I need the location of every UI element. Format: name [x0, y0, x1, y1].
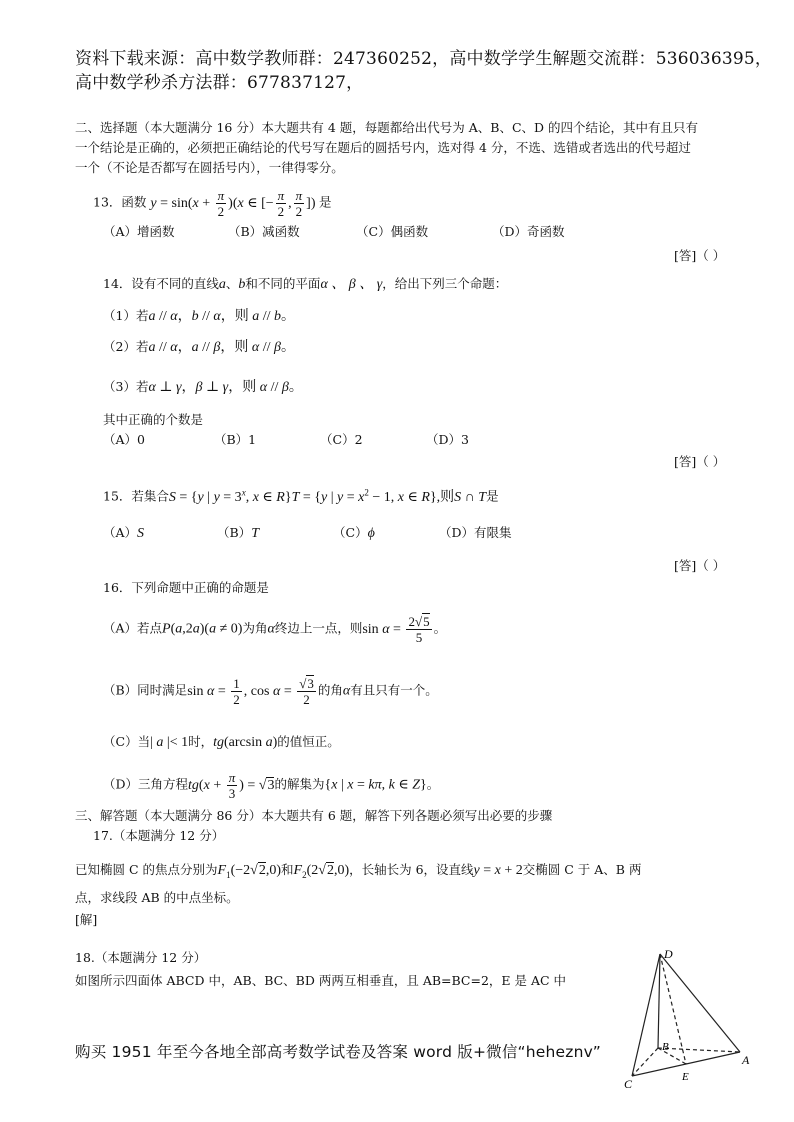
plane-symbols: α 、 β 、 γ [320, 277, 383, 292]
question-15-stem [103, 482, 499, 508]
question-14-option-d[interactable]: （D）3 [426, 432, 469, 447]
line-a-symbol: a [218, 277, 226, 292]
question-17-header: 17.（本题满分 12 分） [93, 828, 225, 843]
edge-ba [658, 1048, 740, 1052]
question-15-options [103, 523, 512, 544]
banner-line-1: 资料下载来源：高中数学教师群：247360252，高中数学学生解题交流群：536036395， [75, 49, 773, 69]
question-13-stem [93, 188, 332, 219]
option-b-label: （B） [217, 525, 252, 540]
edge-bc [632, 1048, 658, 1076]
figure-label-b: B [662, 1041, 669, 1053]
question-15-answer-box[interactable]: [答]（ ） [674, 558, 726, 573]
question-15-number: 15．若集合 [103, 488, 169, 504]
option-b-formula: sin α = $\frac{1}{2}$ , cos α = $\frac{√3}{2}$ [187, 676, 314, 707]
option-d-end: 。 [426, 776, 440, 792]
line-equation: y = x + 2 [473, 863, 523, 878]
q17-text-d: 交椭圆 C 于 A、B 两 [522, 862, 642, 877]
question-14-options [103, 430, 469, 450]
item-1-prefix: （1）若 [103, 308, 149, 323]
question-18-header: 18.（本题满分 12 分） [75, 950, 207, 965]
section-2-intro [75, 118, 765, 178]
question-17-line-2: 点，求线段 AB 的中点坐标。 [75, 890, 239, 905]
option-a-mid: 为角 [242, 620, 268, 636]
question-15-option-c[interactable] [333, 523, 439, 544]
option-a-point: P(a,2a)(a ≠ 0) [162, 621, 243, 637]
question-15-option-b[interactable] [217, 523, 333, 544]
question-16-option-d[interactable] [103, 770, 439, 801]
figure-label-d: D [664, 947, 673, 961]
question-13-tail: 是 [318, 194, 332, 210]
tetrahedron-figure [618, 940, 758, 1090]
question-13-number: 13．函数 [93, 194, 147, 210]
question-13-option-b[interactable]: （B）减函数 [228, 224, 300, 239]
question-16-option-b[interactable] [103, 676, 438, 707]
question-17-solution-tag: [解] [75, 912, 98, 927]
option-a-label: （A） [103, 525, 138, 540]
option-d-equation: tg(x + $\frac{\pi}{3}$ ) = √3 [188, 770, 275, 801]
question-14-option-b[interactable]: （B）1 [214, 432, 257, 447]
option-a-symbol: S [137, 526, 145, 541]
q17-text-b: 和 [281, 862, 294, 877]
option-b-tail: 的角 [317, 682, 343, 698]
option-a-prefix: （A）若点 [103, 620, 163, 636]
question-14-answer-box[interactable]: [答]（ ） [674, 454, 726, 469]
item-3-prefix: （3）若 [103, 379, 149, 394]
angle-symbol: α [342, 683, 351, 699]
option-a-mid2: 终边上一点，则 [274, 620, 363, 636]
source-banner [75, 47, 772, 95]
figure-label-e: E [682, 1071, 689, 1083]
footer-banner: 购买 1951 年至今各地全部高考数学试卷及答案 word 版+微信“heheznv” [75, 1043, 601, 1061]
line-b-symbol: b [238, 277, 246, 292]
option-b-tail2: 有且只有一个。 [350, 682, 438, 698]
question-14-count-question: 其中正确的个数是 [103, 412, 204, 427]
section-2-intro-line: 二、选择题（本大题满分 16 分）本大题共有 4 题，每题都给出代号为 A、B、C、D 的四个结论，其中有且只有 [75, 120, 699, 135]
question-14-item-3 [103, 377, 303, 398]
item-2-prefix: （2）若 [103, 339, 149, 354]
question-15-option-a[interactable] [103, 523, 217, 544]
question-16-option-c[interactable] [103, 732, 340, 753]
option-a-end: 。 [433, 620, 447, 636]
question-13-option-d[interactable]: （D）奇函数 [492, 224, 565, 239]
question-14-stem-text: 14．设有不同的直线 [103, 276, 219, 291]
option-d-mid: 的解集为 [274, 776, 325, 792]
option-c-mid: 时， [188, 734, 214, 749]
focus-f2: $F_2(2√2,0)$ [293, 863, 350, 880]
question-17-line-1 [75, 860, 641, 885]
question-13-option-a[interactable]: （A）增函数 [103, 224, 175, 239]
figure-label-c: C [624, 1077, 633, 1090]
question-14-option-a[interactable]: （A）0 [103, 432, 145, 447]
section-2-intro-line: 一个（不论是否都写在圆括号内），一律得零分。 [75, 160, 344, 175]
question-15-formula: S = {y | $y = 3^x$, x ∈ R}T = {y | $y = x^2 - 1$, x ∈ R},则S ∩ T [168, 487, 487, 505]
edge-dc [632, 954, 660, 1076]
option-b-symbol: T [251, 526, 259, 541]
question-15-option-d[interactable]: （D）有限集 [439, 525, 512, 540]
option-c-expression: tg(arcsin a) [213, 735, 278, 750]
option-c-tail: 的值恒正。 [277, 734, 340, 749]
angle-symbol: α [267, 621, 275, 637]
option-a-formula: sin α = $\frac{2√5}{5}$ [362, 614, 430, 645]
banner-line-2: 高中数学秒杀方法群：677837127， [75, 73, 364, 93]
question-13-formula: y = sin(x + $\frac{\pi}{2}$ )(x ∈ [− $\frac{\pi}{2}$ , $\frac{\pi}{2}$ ]) [150, 188, 319, 219]
option-c-symbol: ϕ [367, 526, 375, 541]
question-14-sep: 、 [225, 276, 239, 291]
question-14-stem-tail: ，给出下列三个命题： [382, 276, 508, 291]
question-14-stem-mid: 和不同的平面 [245, 276, 321, 291]
item-3-formula: α ⊥ γ，β ⊥ γ，则 α // β。 [148, 380, 303, 395]
section-2-intro-line: 一个结论是正确的，必须把正确结论的代号写在题后的圆括号内，选对得 4 分，不选、选错或者选出的代号超过 [75, 140, 691, 155]
question-14-item-1 [103, 306, 295, 327]
question-14-stem [103, 274, 507, 295]
option-c-condition: | a |< 1 [150, 735, 189, 750]
question-16-option-a[interactable] [103, 614, 446, 645]
question-13-options [103, 222, 565, 242]
q17-text-a: 已知椭圆 C 的焦点分别为 [75, 862, 218, 877]
option-c-label: （C） [333, 525, 368, 540]
item-2-formula: a // α，a // β，则 α // β。 [148, 340, 295, 355]
question-13-answer-box[interactable]: [答]（ ） [674, 248, 726, 263]
q17-text-c: ，长轴长为 6，设直线 [349, 862, 474, 877]
item-1-formula: a // α，b // α，则 a // b。 [148, 309, 296, 324]
option-d-set: {x | x = kπ, k ∈ Z} [324, 777, 427, 793]
question-14-option-c[interactable]: （C）2 [320, 432, 363, 447]
option-b-prefix: （B）同时满足 [103, 682, 188, 698]
question-18-line-1: 如图所示四面体 ABCD 中，AB、BC、BD 两两互相垂直，且 AB=BC=2，E 是 AC 中 [75, 973, 567, 988]
edge-db [658, 954, 660, 1048]
option-d-prefix: （D）三角方程 [103, 776, 189, 792]
question-14-item-2 [103, 337, 295, 358]
focus-f1: $F_1(-2√2,0)$ [217, 863, 281, 880]
question-15-tail: 是 [486, 488, 499, 504]
section-3-intro: 三、解答题（本大题满分 86 分）本大题共有 6 题，解答下列各题必须写出必要的步骤 [75, 808, 553, 823]
question-16-stem: 16．下列命题中正确的命题是 [103, 580, 269, 595]
figure-label-a: A [742, 1053, 750, 1067]
question-13-option-c[interactable]: （C）偶函数 [356, 224, 429, 239]
option-c-prefix: （C）当 [103, 734, 151, 749]
